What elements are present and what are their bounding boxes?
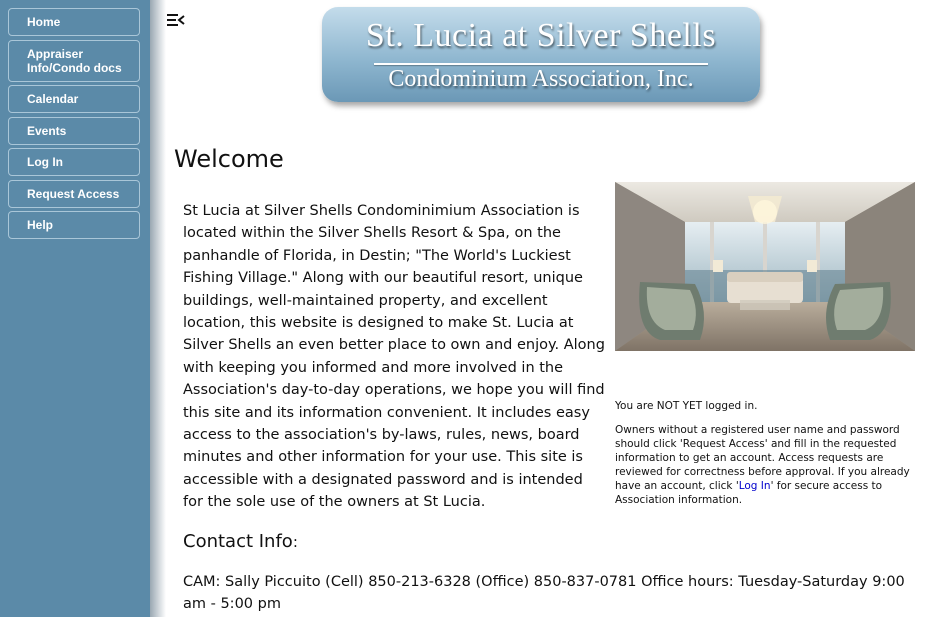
log-in-link[interactable]: Log In (738, 480, 771, 492)
sidebar-item-label: Request Access (27, 187, 120, 201)
page-title: Welcome (174, 145, 284, 173)
contact-info-heading (183, 531, 298, 552)
sidebar-item-calendar[interactable] (8, 85, 140, 113)
sidebar-item-events[interactable] (8, 117, 140, 145)
sidebar-item-request-access[interactable] (8, 180, 140, 208)
cam-contact-line: CAM: Sally Piccuito (Cell) 850-213-6328 (Office) 850-837-0781 Office hours: Tuesday-Saturday 9:00 am - 5:00 pm (183, 574, 905, 613)
sidebar-item-label: Log In (27, 155, 63, 169)
login-instructions-text: Owners without a registered user name and password should click 'Request Access' and fill in the requested information to get an account. Access requests are reviewed for correctness before approval. If you already have an account, click ' (615, 424, 910, 492)
contact-info-heading-text: Contact Info (183, 531, 293, 552)
login-status-text: You are NOT YET logged in. (615, 400, 758, 412)
menu-collapse-icon[interactable] (166, 12, 186, 28)
contact-info-heading-colon: : (292, 533, 298, 551)
sidebar-item-log-in[interactable] (8, 148, 140, 176)
intro-paragraph: St Lucia at Silver Shells Condominimium Association is located within the Silver Shells Resort & Spa, on the panhandle of Florida, in Destin; "The World's Luckiest Fishing Village." Along with our beautiful resort, unique buildings, well-maintained property, and excellent location, this website is designed to make St. Lucia at Silver Shells an even better place to own and enjoy. Along with keeping you informed and more involved in the Association's day-to-day operations, we hope you will find this site and its information convenient. It includes easy access to the association's by-laws, rules, news, board minutes and other information for your use. This site is accessible with a designated password and is intended for the sole use of the owners at St Lucia. (183, 203, 605, 511)
sidebar-item-home[interactable] (8, 8, 140, 36)
sidebar-item-label: Calendar (27, 92, 79, 106)
login-instructions (615, 423, 915, 507)
sidebar-item-appraiser-info[interactable] (8, 40, 140, 82)
sidebar (0, 0, 150, 617)
sidebar-shadow (150, 0, 166, 617)
logo-divider (374, 63, 708, 65)
logo-subtitle: Condominium Association, Inc. (388, 66, 694, 92)
logo-title: St. Lucia at Silver Shells (365, 17, 717, 54)
site-logo[interactable] (322, 7, 760, 102)
lobby-photo (615, 182, 915, 351)
login-instructions-text-end: ' for secure access to Association information. (615, 480, 883, 506)
sidebar-item-label: Appraiser Info/Condo docs (27, 47, 122, 75)
sidebar-item-label: Home (27, 15, 61, 29)
sidebar-item-help[interactable] (8, 211, 140, 239)
sidebar-item-label: Events (27, 124, 67, 138)
sidebar-item-label: Help (27, 218, 54, 232)
